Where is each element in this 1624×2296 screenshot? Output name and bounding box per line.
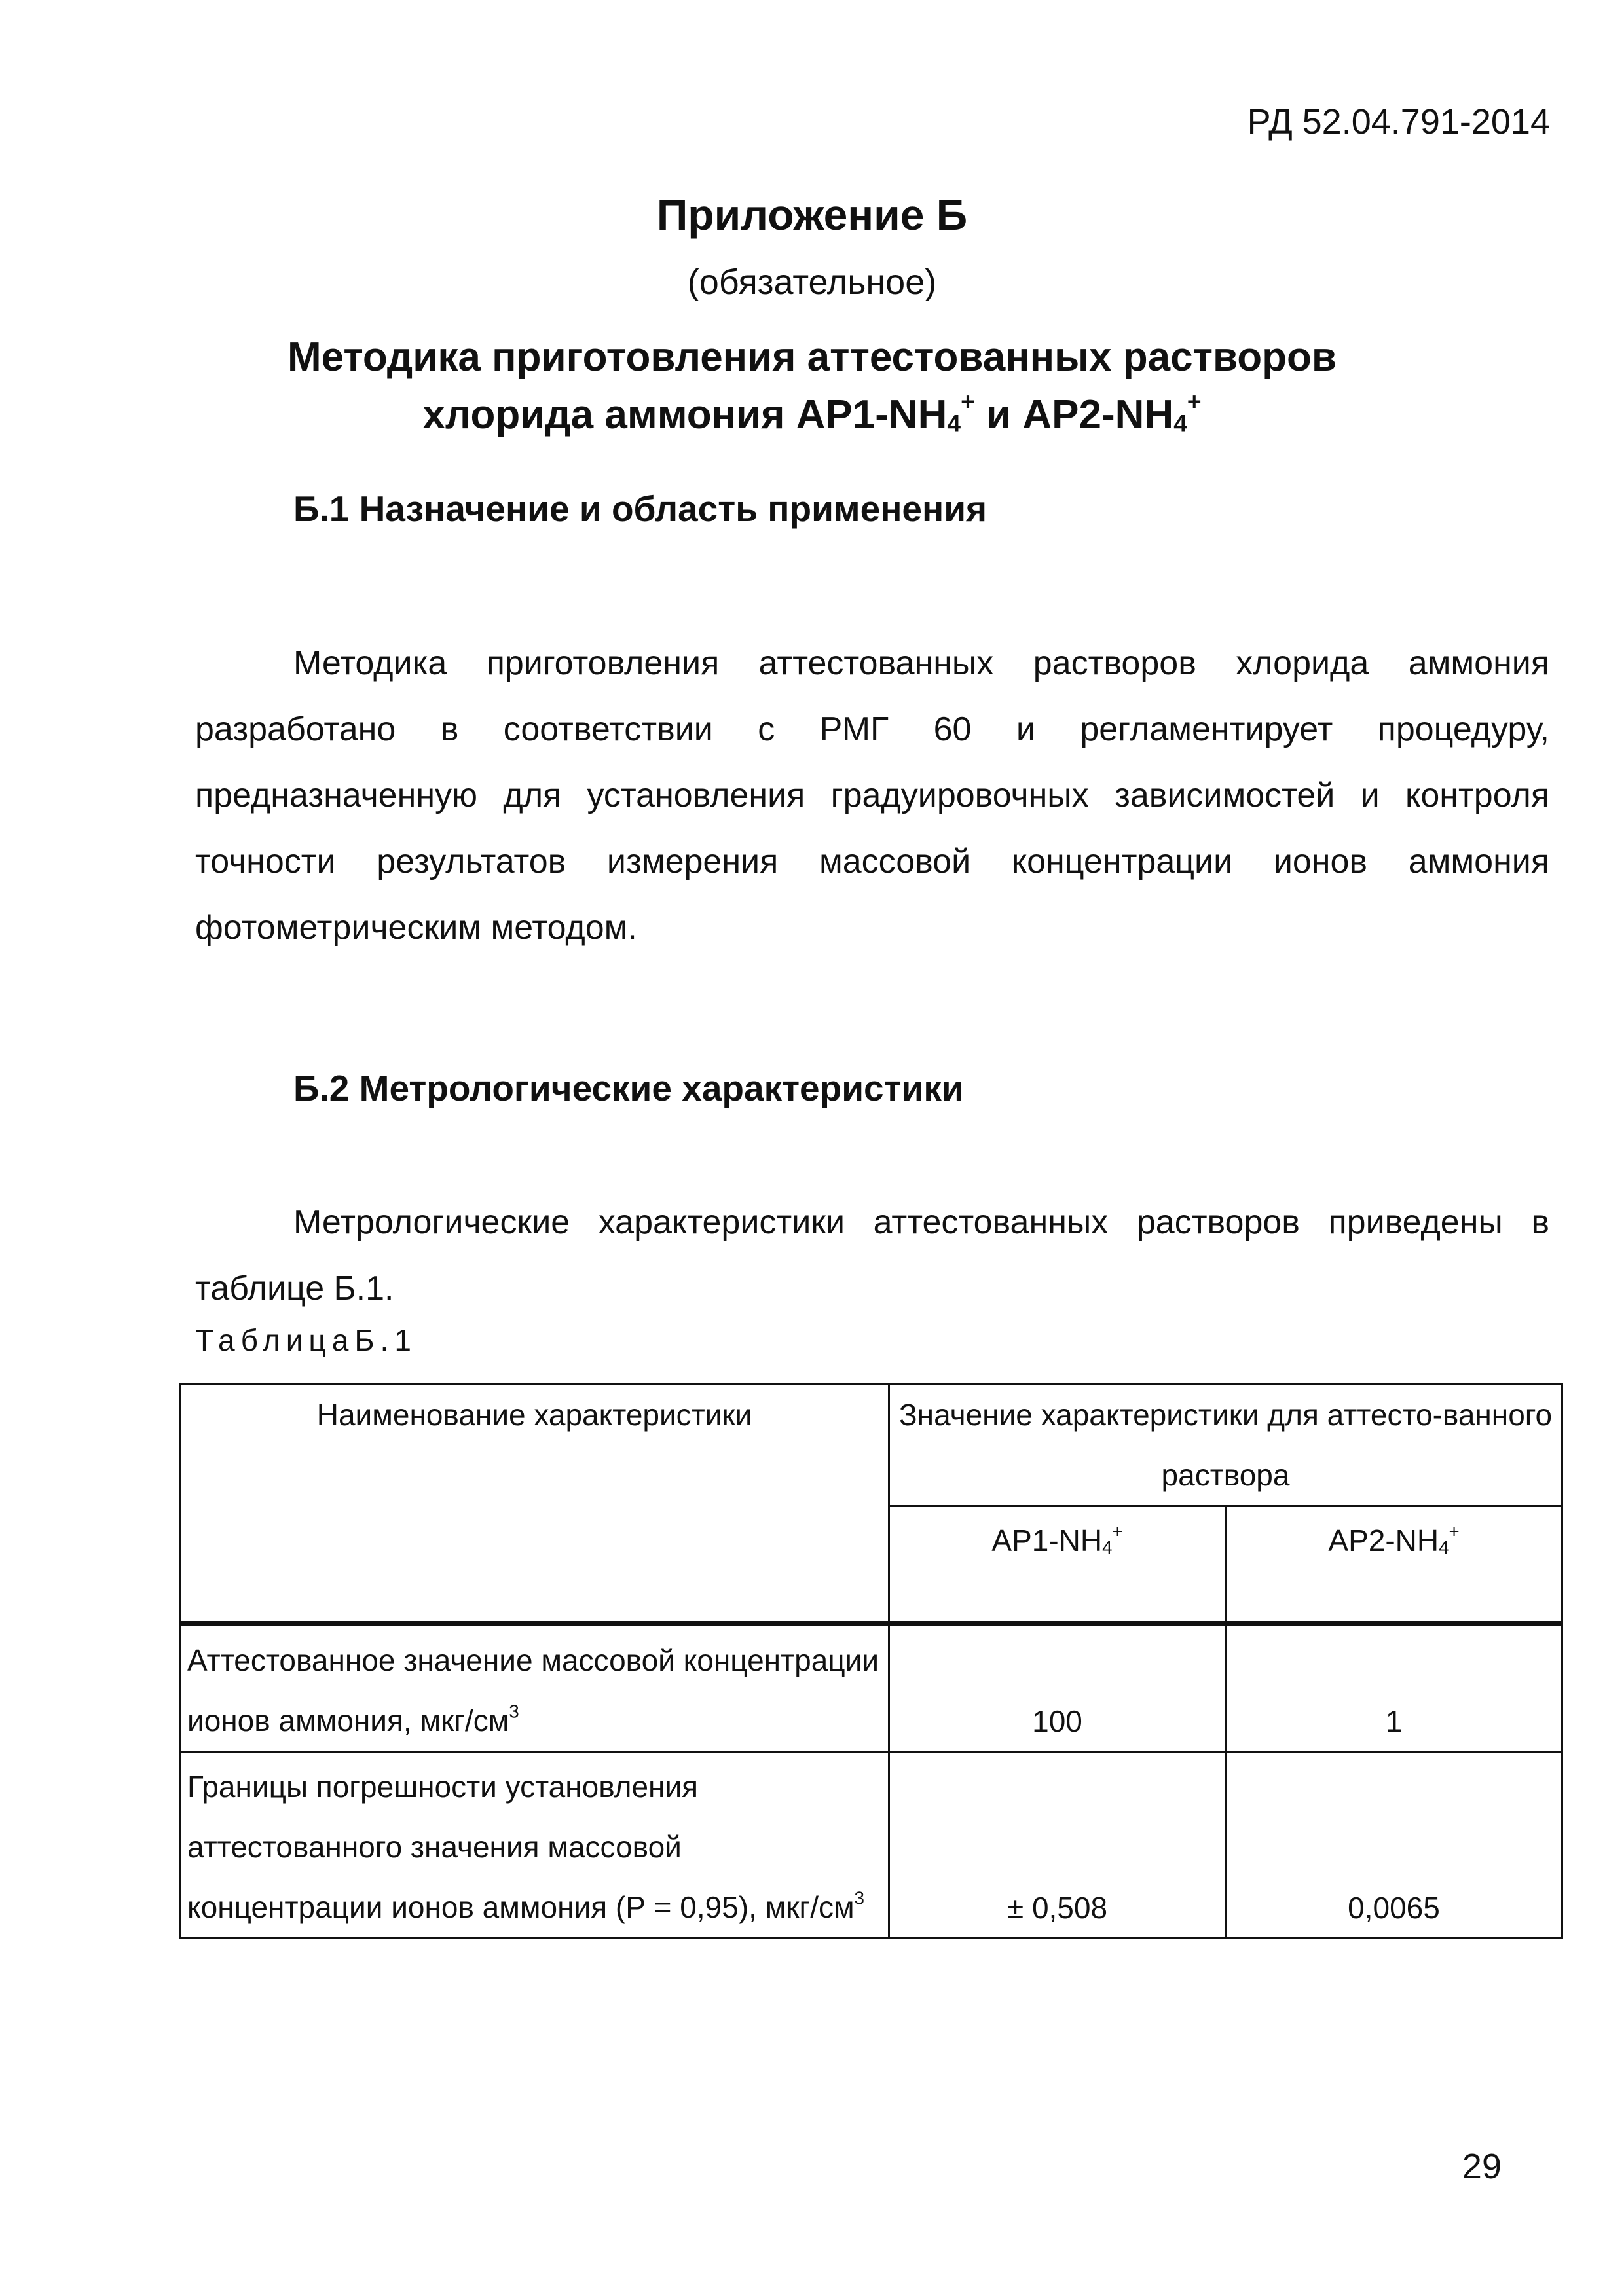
- row-name: Аттестованное значение массовой концентрации ионов аммония, мкг/$см^3$: [180, 1624, 889, 1752]
- table-caption: ТаблицаБ.1: [195, 1323, 417, 1357]
- section-b1-text: Методика приготовления аттестованных растворов хлорида аммония разработано в соответствии с РМГ 60 и регламентирует процедуру, предназначенную для установления градуировочных зависимостей и контроля точности результатов измерения массовой концентрации ионов аммония фотометрическим методом.: [195, 644, 1549, 947]
- header-name: Наименование характеристики: [180, 1384, 889, 1624]
- header-ap1: $АР1-NH_4^+$: [889, 1506, 1226, 1624]
- row-value-ap1: ± 0,508: [889, 1752, 1226, 1939]
- appendix-title: Приложение Б: [656, 191, 968, 239]
- row-value-ap1: 100: [889, 1624, 1226, 1752]
- row-value-ap2: 1: [1226, 1624, 1562, 1752]
- document-code: РД 52.04.791-2014: [1247, 102, 1550, 141]
- metrology-table: [179, 1383, 1563, 1939]
- section-b2-text: Метрологические характеристики аттестованных растворов приведены в таблице Б.1.: [195, 1203, 1549, 1307]
- page-number: 29: [1462, 2147, 1502, 2186]
- appendix-subtitle: (обязательное): [687, 263, 937, 302]
- row-name: Границы погрешности установления аттестованного значения массовой концентрации ионов аммония (Р = 0,95), мкг/$см^3$: [180, 1752, 889, 1939]
- header-value: Значение характеристики для аттесто-ванного раствора: [889, 1384, 1562, 1506]
- header-ap2: $АР2-NH_4^+$: [1226, 1506, 1562, 1624]
- section-b2-heading: Б.2 Метрологические характеристики: [293, 1068, 964, 1108]
- method-title-line2: хлорида аммония $АР1-NH_4^+$ и $АР2-NH_4^+$: [422, 388, 1202, 437]
- method-title-line1: Методика приготовления аттестованных растворов: [287, 335, 1337, 380]
- table-row: [180, 1624, 1562, 1752]
- table-row: [180, 1752, 1562, 1939]
- method-title: [0, 329, 1624, 444]
- row-value-ap2: 0,0065: [1226, 1752, 1562, 1939]
- section-b1-heading: Б.1 Назначение и область применения: [293, 488, 987, 529]
